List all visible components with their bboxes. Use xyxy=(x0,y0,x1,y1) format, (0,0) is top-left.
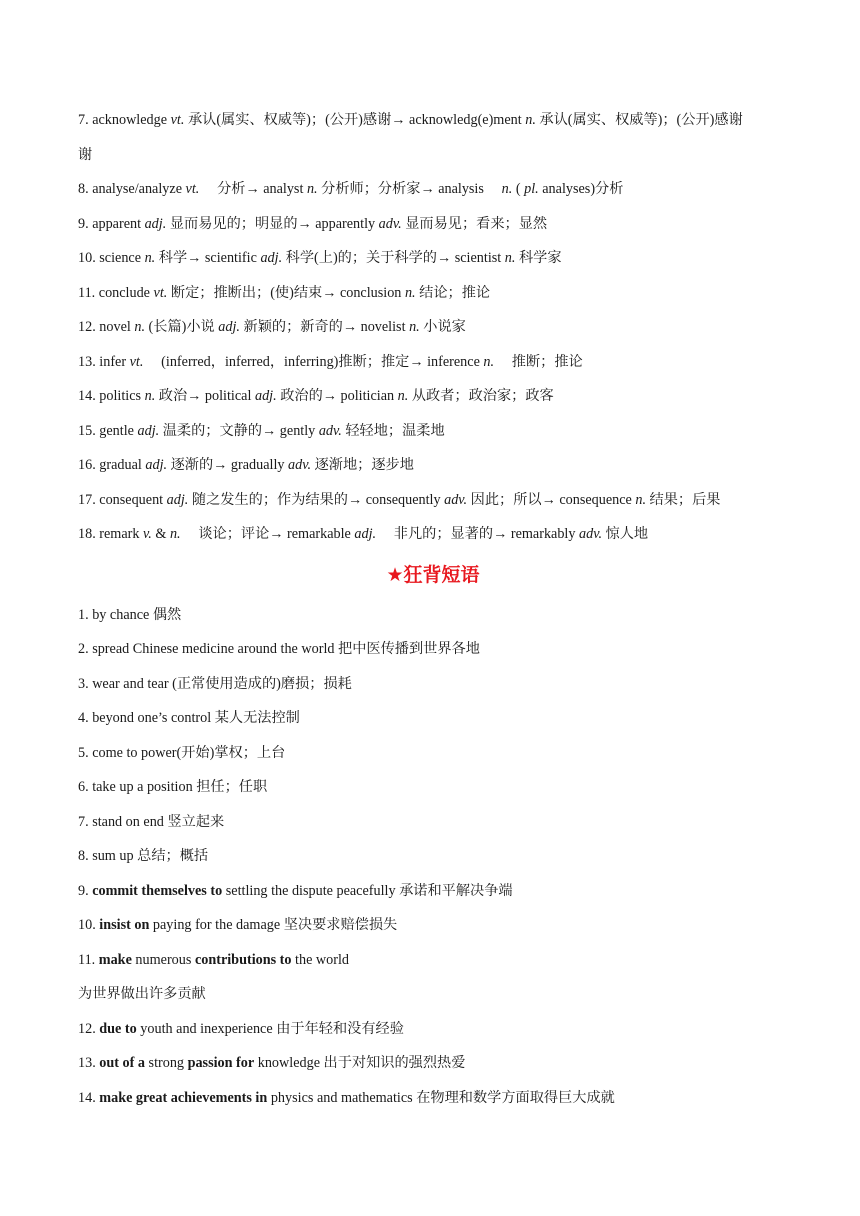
english-text: conclude xyxy=(98,284,150,301)
phrase-entry xyxy=(78,736,788,771)
part-of-speech: n. xyxy=(169,526,181,542)
english-text: paying for the damage xyxy=(152,917,281,933)
vocabulary-list xyxy=(78,103,788,552)
vocab-entry xyxy=(78,310,788,345)
chinese-meaning: 为世界做出许多贡献 xyxy=(78,986,206,1002)
english-text: analyst xyxy=(263,181,304,197)
chinese-meaning: 由于年轻和没有经验 xyxy=(276,1020,404,1037)
part-of-speech: n. xyxy=(144,250,156,266)
chinese-meaning: 断定；推断出；(使)结束→ xyxy=(170,284,337,301)
part-of-speech: n. xyxy=(504,250,516,266)
part-of-speech: n. xyxy=(635,491,646,508)
english-text: gentle xyxy=(99,422,134,439)
part-of-speech: adj. xyxy=(137,422,160,439)
english-text: inference xyxy=(427,353,480,370)
chinese-meaning: 在物理和数学方面取得巨大成就 xyxy=(416,1089,615,1106)
english-text: settling the dispute peacefully xyxy=(225,882,396,899)
phrase-entry xyxy=(78,805,788,840)
part-of-speech: n. xyxy=(144,388,156,404)
english-text: remark xyxy=(99,526,140,542)
phrase-entry xyxy=(78,598,788,633)
key-phrase: make great achievements in xyxy=(99,1089,268,1106)
key-phrase: commit themselves to xyxy=(92,882,223,899)
english-text: youth and inexperience xyxy=(140,1020,273,1037)
english-text: gently xyxy=(279,422,316,439)
entry-number: 10. xyxy=(78,917,96,933)
phrase-entry xyxy=(78,667,788,702)
chinese-meaning: 新颖的；新奇的→ xyxy=(243,319,358,335)
entry-number: 12. xyxy=(78,319,96,335)
part-of-speech: adj. xyxy=(254,388,277,404)
part-of-speech: adv. xyxy=(378,215,402,232)
phrase-list xyxy=(78,598,788,1116)
part-of-speech: adj. xyxy=(218,319,240,335)
english-text: politician xyxy=(340,388,395,404)
part-of-speech: vt. xyxy=(129,353,144,370)
phrase-entry xyxy=(78,839,788,874)
entry-number: 1. xyxy=(78,606,89,623)
part-of-speech: n. xyxy=(397,388,409,404)
entry-number: 12. xyxy=(78,1020,96,1037)
english-text: novel xyxy=(99,319,131,335)
english-text: strong xyxy=(148,1055,185,1071)
chinese-meaning: 竖立起来 xyxy=(167,813,225,830)
key-phrase: due to xyxy=(99,1020,137,1037)
entry-number: 14. xyxy=(78,388,96,404)
part-of-speech: n. xyxy=(306,181,318,197)
english-text: apparently xyxy=(315,215,376,232)
english-text: apparent xyxy=(92,215,142,232)
chinese-meaning: 出于对知识的强烈热爱 xyxy=(323,1055,466,1071)
entry-number: 2. xyxy=(78,641,89,657)
english-text: stand on end xyxy=(92,813,164,830)
english-text: & xyxy=(155,526,167,542)
english-text: beyond one’s control xyxy=(92,710,212,726)
phrase-entry xyxy=(78,977,788,1012)
english-text: remarkably xyxy=(510,526,576,542)
part-of-speech: adv. xyxy=(288,457,312,473)
english-text: by chance xyxy=(92,606,150,623)
key-phrase: make xyxy=(98,951,132,968)
vocab-entry xyxy=(78,103,788,138)
entry-number: 16. xyxy=(78,457,96,473)
vocab-entry xyxy=(78,414,788,449)
part-of-speech: adv. xyxy=(579,526,602,542)
english-text: analyses)分析 xyxy=(542,181,624,197)
part-of-speech: adj. xyxy=(166,491,189,508)
phrase-entry xyxy=(78,632,788,667)
chinese-meaning: 分析师；分析家→ xyxy=(321,181,435,197)
chinese-meaning: 科学(上)的；关于科学的→ xyxy=(285,250,452,266)
part-of-speech: n. xyxy=(409,319,420,335)
entry-number: 3. xyxy=(78,675,89,692)
chinese-meaning: (长篇)小说 xyxy=(148,319,215,335)
chinese-meaning: 科学→ xyxy=(158,250,202,266)
chinese-meaning: 温柔的；文静的→ xyxy=(162,422,277,439)
entry-number: 8. xyxy=(78,181,89,197)
english-text: the world xyxy=(295,951,350,968)
chinese-meaning: (正常使用造成的)磨损；损耗 xyxy=(172,675,352,692)
chinese-meaning: 推断；推论 xyxy=(497,353,583,370)
english-text: numerous xyxy=(135,951,192,968)
phrase-entry xyxy=(78,701,788,736)
english-text: remarkable xyxy=(287,526,351,542)
phrase-entry xyxy=(78,874,788,909)
chinese-meaning: 承认(属实、权威等)；(公开)感谢 xyxy=(539,112,743,128)
chinese-meaning: 某人无法控制 xyxy=(214,710,300,726)
vocab-entry xyxy=(78,241,788,276)
part-of-speech: n. xyxy=(501,181,513,197)
english-text: scientific xyxy=(204,250,257,266)
section-heading: ★狂背短语 xyxy=(386,563,480,586)
vocab-entry xyxy=(78,207,788,242)
english-text: scientist xyxy=(454,250,502,266)
english-text: consequent xyxy=(99,491,164,508)
english-text: sum up xyxy=(92,848,134,864)
phrase-entry xyxy=(78,770,788,805)
vocab-entry xyxy=(78,483,788,518)
entry-number: 15. xyxy=(78,422,96,439)
chinese-meaning: 承认(属实、权威等)；(公开)感谢→ xyxy=(187,112,406,128)
part-of-speech: n. xyxy=(483,353,495,370)
part-of-speech: adj. xyxy=(354,526,377,542)
phrase-entry xyxy=(78,943,788,978)
vocab-entry-continuation: 谢 xyxy=(78,146,93,163)
english-text: acknowledg(e)ment xyxy=(409,112,522,128)
english-text: ( xyxy=(515,181,521,197)
entry-number: 9. xyxy=(78,882,89,899)
english-text: gradually xyxy=(230,457,285,473)
entry-number: 10. xyxy=(78,250,96,266)
english-text: politics xyxy=(99,388,142,404)
english-text: infer xyxy=(99,353,127,370)
entry-number: 14. xyxy=(78,1089,96,1106)
document-content xyxy=(78,103,788,1115)
entry-number: 7. xyxy=(78,112,89,128)
part-of-speech: pl. xyxy=(524,181,539,197)
vocab-entry xyxy=(78,379,788,414)
chinese-meaning: 非凡的；显著的→ xyxy=(379,526,508,542)
part-of-speech: vt. xyxy=(153,284,168,301)
key-phrase: insist on xyxy=(99,917,150,933)
chinese-meaning: 逐渐地；逐步地 xyxy=(314,457,414,473)
chinese-meaning: 从政者；政治家；政客 xyxy=(411,388,554,404)
entry-number: 11. xyxy=(78,951,96,968)
english-text: take up a position xyxy=(92,779,193,795)
part-of-speech: n. xyxy=(134,319,145,335)
entry-number: 8. xyxy=(78,848,89,864)
vocab-entry xyxy=(78,276,788,311)
chinese-meaning: 显而易见；看来；显然 xyxy=(405,215,548,232)
english-text: come to power(开始)掌权；上台 xyxy=(92,744,286,761)
key-phrase: contributions to xyxy=(194,951,292,968)
entry-number: 17. xyxy=(78,491,96,508)
chinese-meaning: 惊人地 xyxy=(605,526,649,542)
english-text: consequently xyxy=(365,491,441,508)
entry-number: 13. xyxy=(78,353,96,370)
english-text: physics and mathematics xyxy=(270,1089,413,1106)
entry-number: 9. xyxy=(78,215,89,232)
vocab-entry xyxy=(78,345,788,380)
chinese-meaning: 结果；后果 xyxy=(649,491,721,508)
english-text: wear and tear xyxy=(92,675,169,692)
chinese-meaning: 分析→ xyxy=(202,181,260,197)
chinese-meaning: 结论；推论 xyxy=(419,284,491,301)
entry-number: 18. xyxy=(78,526,96,542)
entry-number: 5. xyxy=(78,744,89,761)
part-of-speech: v. xyxy=(143,526,152,542)
chinese-meaning: 科学家 xyxy=(518,250,562,266)
part-of-speech: adj. xyxy=(145,457,168,473)
chinese-meaning: 坚决要求赔偿损失 xyxy=(283,917,398,933)
chinese-meaning: 逐渐的→ xyxy=(170,457,228,473)
chinese-meaning: 把中医传播到世界各地 xyxy=(338,641,480,657)
english-text: knowledge xyxy=(257,1055,320,1071)
vocab-entry xyxy=(78,517,788,552)
english-text: consequence xyxy=(559,491,632,508)
phrase-entry xyxy=(78,1081,788,1116)
english-text: science xyxy=(99,250,142,266)
part-of-speech: adv. xyxy=(318,422,342,439)
chinese-meaning: 显而易见的；明显的→ xyxy=(169,215,312,232)
phrase-entry xyxy=(78,1046,788,1081)
chinese-meaning: 随之发生的；作为结果的→ xyxy=(191,491,363,508)
chinese-meaning: 因此；所以→ xyxy=(470,491,556,508)
phrase-entry xyxy=(78,908,788,943)
entry-number: 13. xyxy=(78,1055,96,1071)
part-of-speech: vt. xyxy=(170,112,185,128)
part-of-speech: adj. xyxy=(260,250,283,266)
part-of-speech: adj. xyxy=(144,215,167,232)
english-text: political xyxy=(204,388,252,404)
english-text: analyse/analyze xyxy=(92,181,182,197)
chinese-meaning: 偶然 xyxy=(152,606,182,623)
vocab-entry xyxy=(78,448,788,483)
entry-number: 4. xyxy=(78,710,89,726)
phrase-entry xyxy=(78,1012,788,1047)
entry-number: 7. xyxy=(78,813,89,830)
part-of-speech: vt. xyxy=(185,181,200,197)
part-of-speech: n. xyxy=(404,284,416,301)
chinese-meaning: 政治的→ xyxy=(280,388,337,404)
chinese-meaning: 小说家 xyxy=(423,319,466,335)
key-phrase: out of a xyxy=(99,1055,145,1071)
english-text: acknowledge xyxy=(92,112,168,128)
english-text: spread Chinese medicine around the world xyxy=(92,641,335,657)
key-phrase: passion for xyxy=(187,1055,255,1071)
part-of-speech: adv. xyxy=(444,491,468,508)
part-of-speech: n. xyxy=(525,112,536,128)
vocab-entry xyxy=(78,172,788,207)
chinese-meaning: 总结；概括 xyxy=(137,848,209,864)
entry-number: 6. xyxy=(78,779,89,795)
chinese-meaning: 担任；任职 xyxy=(196,779,268,795)
chinese-meaning: 政治→ xyxy=(158,388,202,404)
chinese-meaning: 承诺和平解决争端 xyxy=(399,882,513,899)
chinese-meaning: 轻轻地；温柔地 xyxy=(345,422,445,439)
english-text: conclusion xyxy=(339,284,402,301)
english-text: analysis xyxy=(438,181,499,197)
entry-number: 11. xyxy=(78,284,96,301)
english-text: gradual xyxy=(99,457,142,473)
english-text: novelist xyxy=(360,319,406,335)
chinese-meaning: 谈论；评论→ xyxy=(184,526,284,542)
chinese-meaning: (inferred，inferred，inferring)推断；推定→ xyxy=(146,353,424,370)
